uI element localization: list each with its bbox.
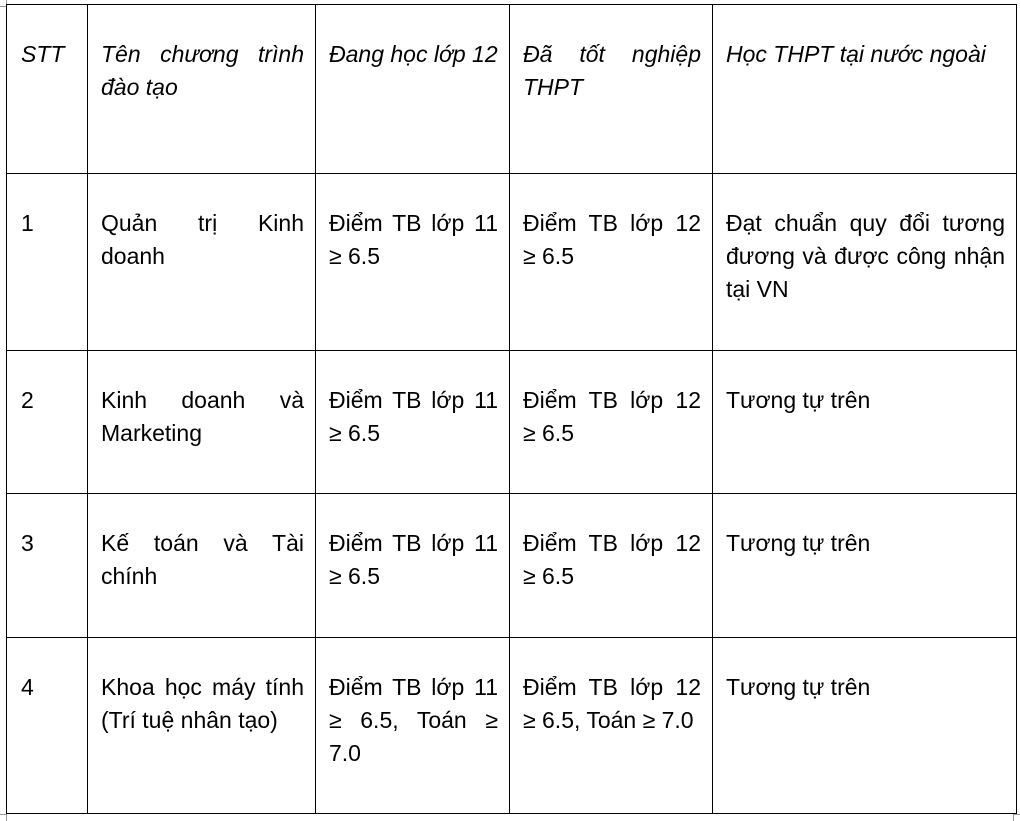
cell-grade-12: Điểm TB lớp 11 ≥ 6.5 <box>316 494 510 638</box>
cell-graduated: Điểm TB lớp 12 ≥ 6.5, Toán ≥ 7.0 <box>510 638 713 814</box>
cell-grade-12: Điểm TB lớp 11 ≥ 6.5 <box>316 174 510 351</box>
admission-requirements-table <box>6 4 1017 814</box>
cell-grade-12: Điểm TB lớp 11 ≥ 6.5, Toán ≥ 7.0 <box>316 638 510 814</box>
header-graduated: Đã tốt nghiệp THPT <box>510 5 713 174</box>
cell-abroad: Tương tự trên <box>713 351 1017 494</box>
table-row <box>7 174 1017 351</box>
table-row <box>7 351 1017 494</box>
page-corner-mark <box>0 814 7 821</box>
cell-graduated: Điểm TB lớp 12 ≥ 6.5 <box>510 351 713 494</box>
header-abroad: Học THPT tại nước ngoài <box>713 5 1017 174</box>
page-corner-mark <box>1013 814 1020 821</box>
cell-stt: 2 <box>7 351 88 494</box>
header-stt: STT <box>7 5 88 174</box>
cell-program-name: Khoa học máy tính (Trí tuệ nhân tạo) <box>88 638 316 814</box>
cell-graduated: Điểm TB lớp 12 ≥ 6.5 <box>510 174 713 351</box>
cell-abroad: Tương tự trên <box>713 494 1017 638</box>
cell-program-name: Kế toán và Tài chính <box>88 494 316 638</box>
cell-stt: 3 <box>7 494 88 638</box>
cell-stt: 4 <box>7 638 88 814</box>
cell-abroad: Đạt chuẩn quy đổi tương đương và được công nhận tại VN <box>713 174 1017 351</box>
header-grade-12: Đang học lớp 12 <box>316 5 510 174</box>
table-row <box>7 638 1017 814</box>
cell-program-name: Quản trị Kinh doanh <box>88 174 316 351</box>
cell-abroad: Tương tự trên <box>713 638 1017 814</box>
table-row <box>7 494 1017 638</box>
cell-stt: 1 <box>7 174 88 351</box>
cell-grade-12: Điểm TB lớp 11 ≥ 6.5 <box>316 351 510 494</box>
cell-program-name: Kinh doanh và Marketing <box>88 351 316 494</box>
header-program-name: Tên chương trình đào tạo <box>88 5 316 174</box>
cell-graduated: Điểm TB lớp 12 ≥ 6.5 <box>510 494 713 638</box>
table-header-row <box>7 5 1017 174</box>
